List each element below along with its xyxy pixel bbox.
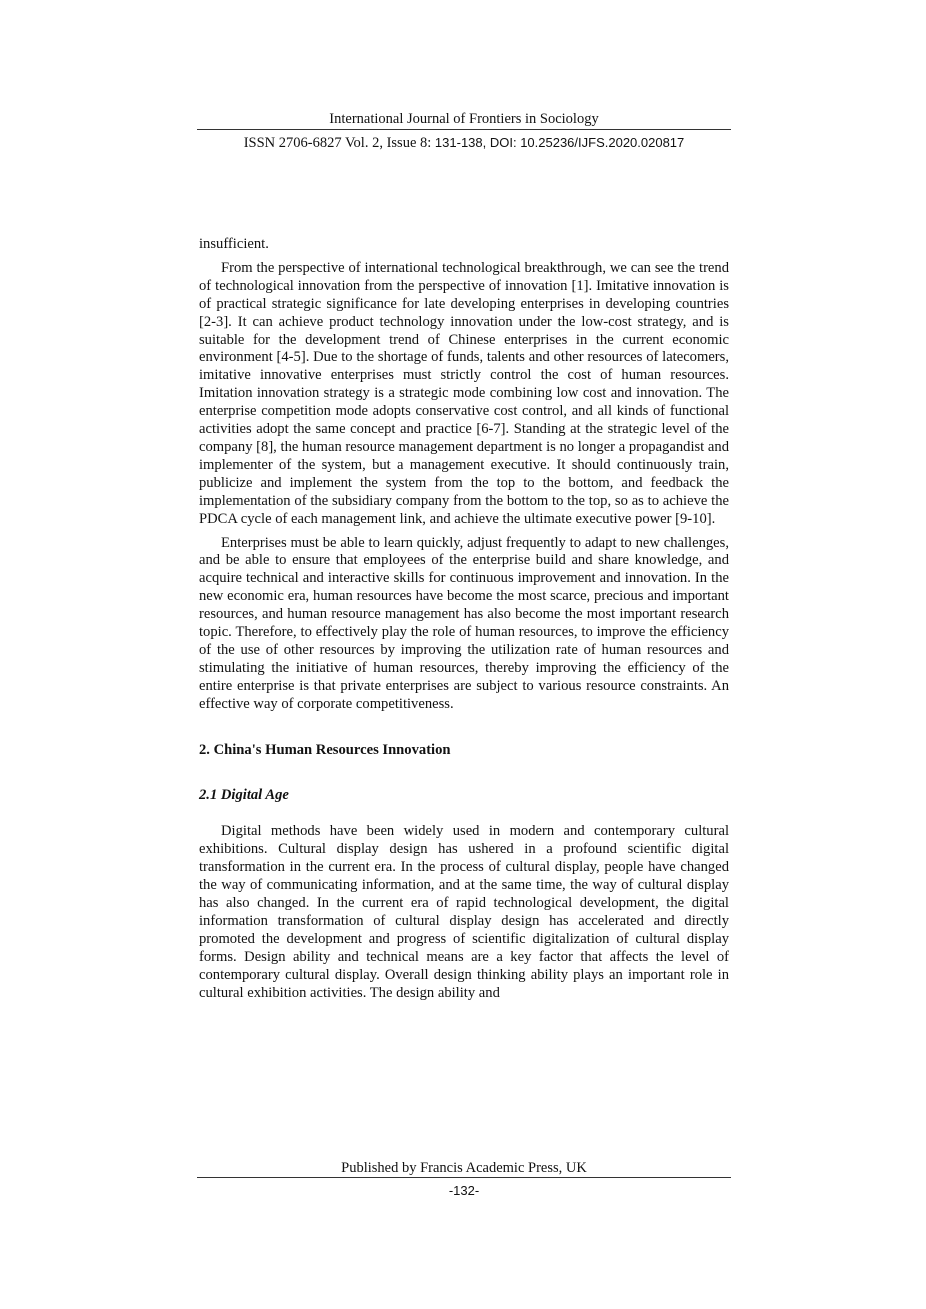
continuation-text: insufficient.	[199, 236, 269, 252]
subsection-heading: 2.1 Digital Age	[199, 787, 289, 804]
paragraph: Enterprises must be able to learn quickly, adjust frequently to adapt to new challenges, and be able to ensure that employees of the enterprise build and share knowledge, and acquire technical and interactive skills for continuous improvement and innovation. In the new economic era, human resources have become the most scarce, precious and important resources, and human resource management has also become the most important research topic. Therefore, to effectively play the role of human resources, to improve the efficiency of the use of other resources by improving the utilization rate of human resources and stimulating the initiative of human resources, thereby improving the efficiency of the entire enterprise is that private enterprises are subject to various resource constraints. An effective way of corporate competitiveness.	[199, 534, 729, 712]
running-footer	[197, 1160, 731, 1200]
footer-rule	[197, 1177, 731, 1178]
journal-title: International Journal of Frontiers in Sociology	[329, 111, 599, 127]
issn-doi: 131-138, DOI: 10.25236/IJFS.2020.020817	[434, 135, 685, 150]
issn-line	[197, 133, 731, 153]
header-rule	[197, 129, 731, 130]
paragraph: From the perspective of international technological breakthrough, we can see the trend of technological innovation from the perspective of innovation [1]. Imitative innovation is of practical strategic significance for late developing enterprises in developing countries [2-3]. It can achieve product technology innovation under the low-cost strategy, and is suitable for the development trend of Chinese enterprises in the current economic environment [4-5]. Due to the shortage of funds, talents and other resources of latecomers, imitative innovative enterprises must strictly control the cost of human resources. Imitation innovation strategy is a strategic mode combining low cost and innovation. The enterprise competition mode adopts conservative cost control, and all kinds of functional activities adopt the same concept and practice [6-7]. Standing at the strategic level of the company [8], the human resource management department is no longer a propagandist and implementer of the system, but a management executive. It should continuously train, publicize and implement the system from the top to the bottom, and feedback the implementation of the subsidiary company from the bottom to the top, so as to achieve the PDCA cycle of each management link, and achieve the ultimate executive power [9-10].	[199, 259, 729, 527]
running-header	[197, 110, 731, 153]
page-number: -132-	[448, 1183, 480, 1198]
body-text	[199, 236, 729, 1002]
publisher-line: Published by Francis Academic Press, UK	[341, 1160, 587, 1176]
issn-prefix: ISSN 2706-6827 Vol. 2, Issue 8:	[243, 135, 435, 151]
paragraph: Digital methods have been widely used in modern and contemporary cultural exhibitions. Cultural display design has ushered in a profound scientific digital transformation in the current era. In the process of cultural display, people have changed the way of communicating information, and at the same time, the way of cultural display has also changed. In the current era of rapid technological development, the digital information transformation of cultural display design has accelerated and directly promoted the development and progress of scientific digitalization of cultural display forms. Design ability and technical means are a key factor that affects the level of contemporary cultural display. Overall design thinking ability plays an important role in cultural exhibition activities. The design ability and	[199, 823, 729, 1001]
section-heading: 2. China's Human Resources Innovation	[199, 741, 451, 758]
